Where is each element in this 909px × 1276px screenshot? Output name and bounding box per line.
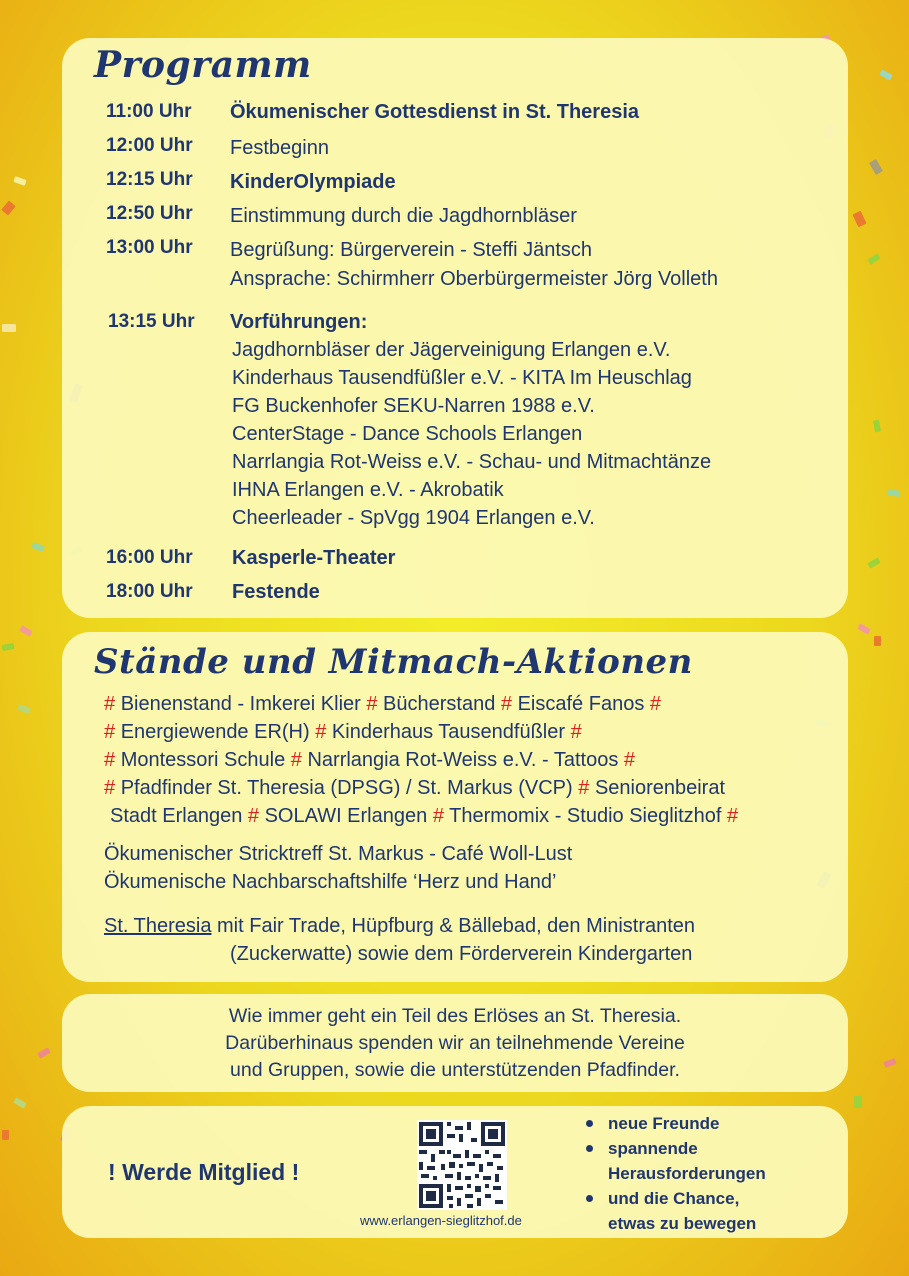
program-event: Einstimmung durch die Jagdhornbläser	[230, 205, 577, 227]
hash-mark: #	[247, 805, 260, 827]
benefit-item: und die Chance, etwas zu bewegen	[582, 1186, 788, 1236]
hash-mark: #	[727, 805, 739, 827]
donation-line: und Gruppen, sowie die unterstützenden Pfadfinder.	[230, 1059, 680, 1081]
theresia-line	[104, 912, 695, 940]
membership-label[interactable]	[108, 1156, 299, 1188]
stand-item: Montessori Schule	[120, 749, 286, 771]
program-event: Festbeginn	[230, 137, 329, 159]
stand-item: Narrlangia Rot-Weiss e.V. - Tattoos	[307, 749, 619, 771]
stands-heading: Stände und Mitmach-Aktionen	[94, 642, 693, 682]
time-label: 12:50 Uhr	[106, 203, 193, 224]
stand-item: Bücherstand	[383, 693, 496, 715]
exclamation-icon: !	[291, 1159, 300, 1185]
program-event: Ökumenischer Gottesdienst in St. Theresia	[230, 101, 640, 123]
benefit-item: spannende Herausforderungen	[582, 1136, 798, 1186]
membership-panel	[62, 1106, 848, 1238]
performance-item: Kinderhaus Tausendfüßler e.V. - KITA Im Heuschlag	[232, 367, 692, 389]
time-label: 13:15 Uhr	[108, 311, 195, 332]
time-label: 16:00 Uhr	[106, 547, 193, 568]
extra-line: Ökumenische Nachbarschaftshilfe ‘Herz und Hand’	[104, 871, 557, 893]
hash-mark: #	[570, 721, 582, 743]
performance-item: CenterStage - Dance Schools Erlangen	[232, 423, 583, 445]
performance-item: Jagdhornbläser der Jägerveinigung Erlangen e.V.	[232, 339, 671, 361]
stand-item: SOLAWI Erlangen	[264, 805, 428, 827]
performance-item: Narrlangia Rot-Weiss e.V. - Schau- und Mitmachtänze	[232, 451, 712, 473]
program-event: Kasperle-Theater	[232, 547, 396, 569]
stand-item: Kinderhaus Tausendfüßler	[331, 721, 566, 743]
hash-mark: #	[366, 693, 378, 715]
benefit-item: neue Freunde	[582, 1111, 798, 1136]
exclamation-icon: !	[108, 1159, 116, 1185]
hash-mark: #	[649, 693, 662, 715]
program-event: Vorführungen:	[230, 311, 368, 333]
qr-code-icon[interactable]	[417, 1120, 507, 1210]
stand-item: Thermomix - Studio Sieglitzhof	[449, 805, 722, 827]
performance-item: Cheerleader - SpVgg 1904 Erlangen e.V.	[232, 507, 595, 529]
stands-panel	[62, 632, 848, 982]
program-event: KinderOlympiade	[230, 171, 396, 193]
hash-mark: #	[104, 777, 116, 799]
program-event: Ansprache: Schirmherr Oberbürgermeister Jörg Volleth	[230, 268, 718, 290]
performance-item: FG Buckenhofer SEKU-Narren 1988 e.V.	[232, 395, 595, 417]
program-panel	[62, 38, 848, 618]
hash-mark: #	[500, 693, 513, 715]
benefits-list	[582, 1111, 798, 1236]
donation-line: Wie immer geht ein Teil des Erlöses an St. Theresia.	[228, 1005, 682, 1027]
website-link[interactable]: www.erlangen-sieglitzhof.de	[360, 1213, 522, 1228]
stands-line	[104, 718, 582, 746]
hash-mark: #	[315, 721, 327, 743]
program-event: Begrüßung: Bürgerverein - Steffi Jäntsch	[230, 239, 593, 261]
program-event: Festende	[232, 581, 320, 603]
hash-mark: #	[104, 749, 116, 771]
stands-line	[104, 690, 661, 718]
time-label: 12:15 Uhr	[106, 169, 193, 190]
donation-line: Darüberhinaus spenden wir an teilnehmende Vereine	[225, 1032, 685, 1054]
theresia-text: mit Fair Trade, Hüpfburg & Bällebad, den Ministranten	[211, 915, 696, 937]
donation-panel	[62, 994, 848, 1092]
time-label: 18:00 Uhr	[106, 581, 193, 602]
stands-line	[110, 802, 738, 830]
theresia-line-2: (Zuckerwatte) sowie dem Förderverein Kindergarten	[230, 943, 693, 965]
stand-item: Energiewende ER(H)	[120, 721, 310, 743]
time-label: 13:00 Uhr	[106, 237, 193, 258]
stand-item: Bienenstand - Imkerei Klier	[120, 693, 361, 715]
time-label: 11:00 Uhr	[106, 101, 192, 122]
time-label: 12:00 Uhr	[106, 135, 193, 156]
stand-item: Pfadfinder St. Theresia (DPSG) / St. Markus (VCP)	[120, 777, 573, 799]
theresia-label: St. Theresia	[104, 915, 212, 937]
hash-mark: #	[104, 693, 116, 715]
hash-mark: #	[623, 749, 636, 771]
hash-mark: #	[290, 749, 302, 771]
hash-mark: #	[432, 805, 444, 827]
hash-mark: #	[578, 777, 590, 799]
stand-item: Stadt Erlangen	[110, 805, 243, 827]
stands-line	[104, 746, 635, 774]
stand-item: Eiscafé Fanos	[517, 693, 645, 715]
stand-item: Seniorenbeirat	[594, 777, 726, 799]
hash-mark: #	[104, 721, 116, 743]
extra-line: Ökumenischer Stricktreff St. Markus - Café Woll-Lust	[104, 843, 573, 865]
program-heading: Programm	[94, 44, 312, 86]
stands-line	[104, 774, 725, 802]
membership-text: Werde Mitglied	[122, 1159, 286, 1185]
performance-item: IHNA Erlangen e.V. - Akrobatik	[232, 479, 504, 501]
